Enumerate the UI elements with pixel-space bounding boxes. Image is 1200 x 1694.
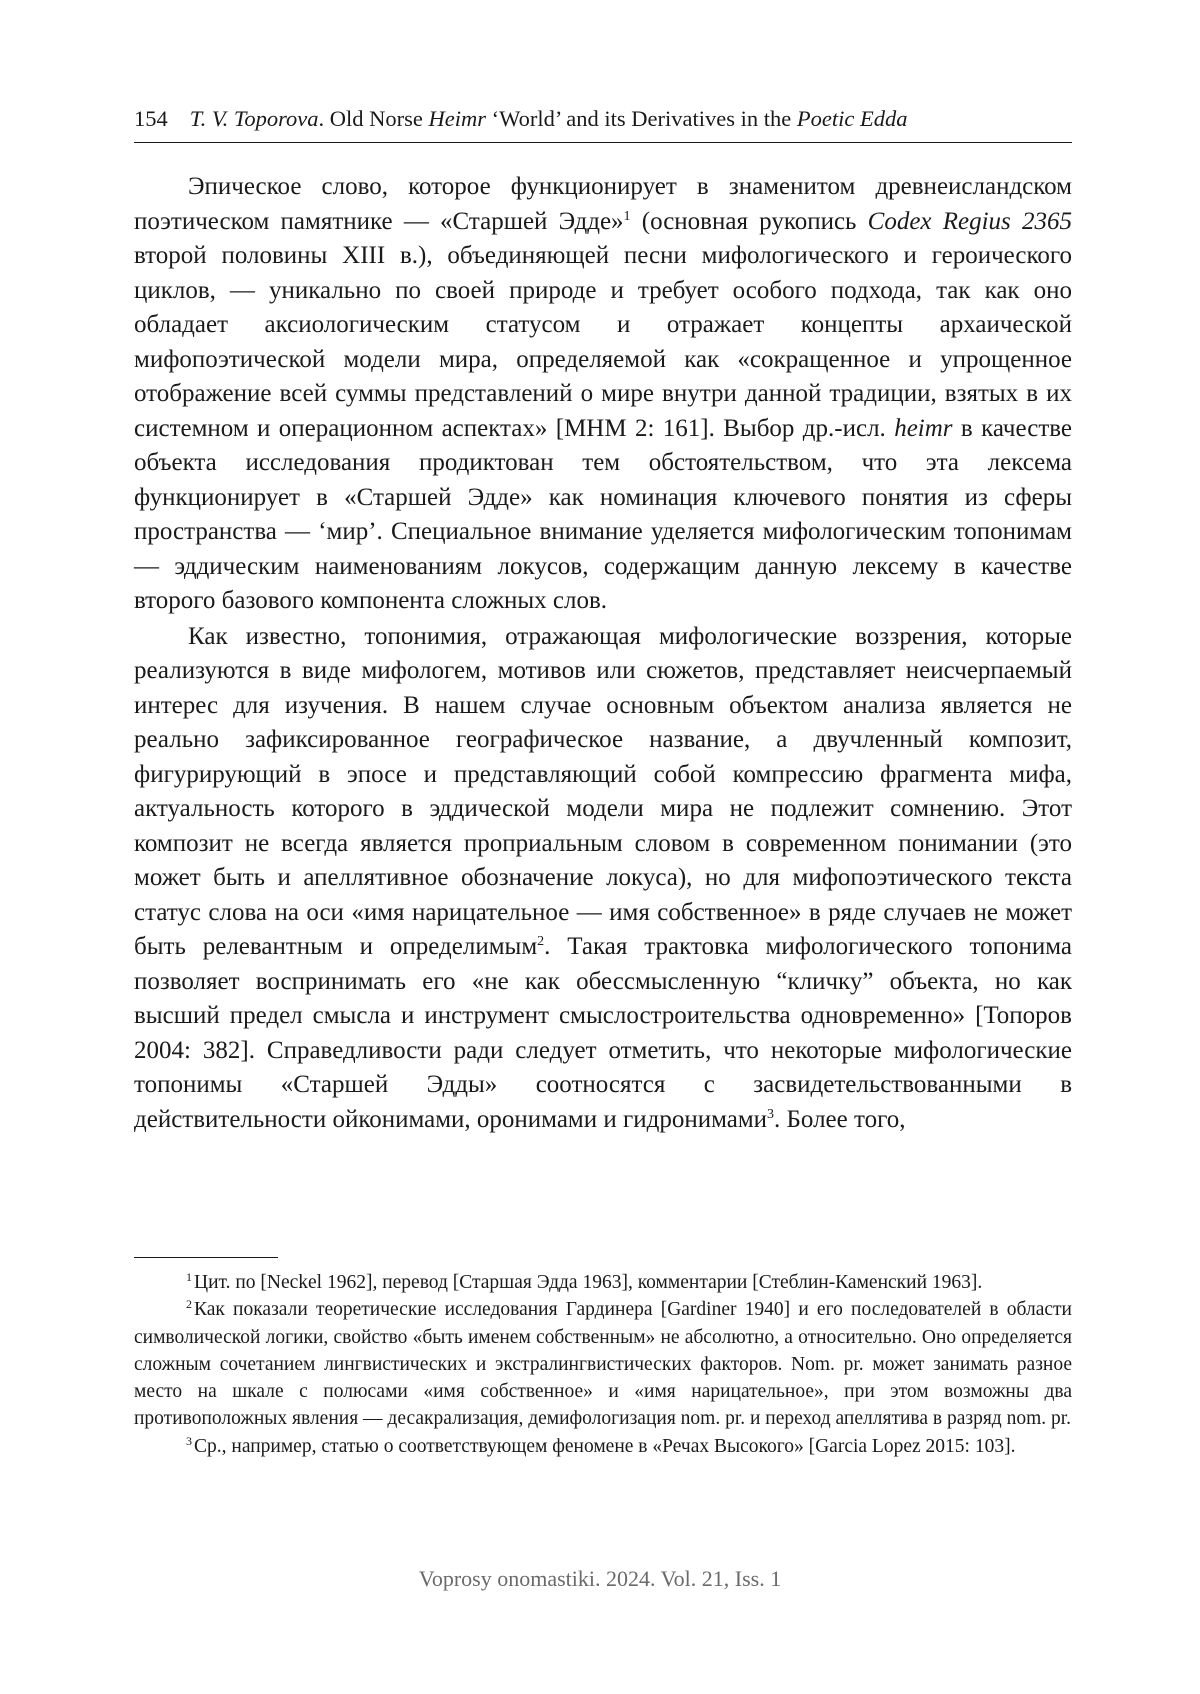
footnote-2	[134, 1296, 1072, 1432]
footnote-text: Как показали теоретические исследования Гардинера [Gardiner 1940] и его последователей в области символической логики, свойство «быть именем собственным» не абсолютно, а отно­сительно. Оно определяется сложным сочетанием лингвистических и экстралингвистических факторов. Nom. pr. может занимать разное место на шкале с полюсами «имя собственное» и «имя нарицательное», при этом возможны два противоположных явления — десакрализация, демифо­логизация nom. pr. и переход апеллятива в разряд nom. pr.	[134, 1299, 1072, 1429]
p2-text-1: Как известно, топонимия, отражающая мифологические воззрения, которые реализуются в виде мифологем, мотивов или сюжетов, представляет неисчерпаемый интерес для изучения. В нашем случае основным объектом анализа является не реально зафиксированное географическое название, а двучленный композит, фигурирующий в эпосе и представляющий собой компрессию фрагмента мифа, актуальность которого в эддической модели мира не подлежит сомнению. Этот композит не всегда является проприаль­ным словом в современном понимании (это может быть и апеллятивное обо­значение локуса), но для мифопоэтического текста статус слова на оси «имя нарицательное — имя собственное» в ряде случаев не может быть релевант­ным и определимым	[134, 623, 1072, 961]
paragraph-1	[134, 170, 1072, 619]
running-header	[134, 104, 1072, 134]
header-title-word: Heimr	[429, 106, 487, 131]
footnote-mark: 3	[186, 1434, 192, 1448]
footnote-text: Ср., например, статью о соответствующем феномене в «Речах Высокого» [Garcia Lopez 2015: 103].	[194, 1436, 1015, 1457]
header-rule	[134, 142, 1072, 143]
p2-text-3: . Более того,	[774, 1106, 905, 1133]
header-title-part2: ‘World’ and its Derivatives in the	[486, 106, 797, 131]
p1-text-3: второй половины XIII в.), объединяющей песни мифологического и героического циклов, — уникально по своей природе и требует особого под­хода, так как оно обладает аксиологическим статусом и отражает концепты архаической мифопоэтической модели мира, определяемой как «сокращен­ное и упрощенное отображение всей суммы представлений о мире внутри данной традиции, взятых в их системном и операционном аспектах» [МНМ 2: 161]. Выбор др.-исл.	[134, 242, 1072, 442]
body-text	[134, 170, 1072, 1137]
footnote-mark: 2	[186, 1297, 192, 1311]
header-title-work: Poetic Edda	[797, 106, 908, 131]
p1-text-4: в качестве объекта исследования продиктован тем обстоятельством, что эта лексема функционирует в «Старшей Эдде» как номинация ключевого понятия из сферы пространства — ‘мир’. Специальное внимание уделяется мифологическим топонимам — эддическим наимено­ваниям локусов, содержащим данную лексему в качестве второго базового компонента сложных слов.	[134, 415, 1072, 615]
footnote-ref-3: 3	[767, 1107, 774, 1122]
page-number: 154	[134, 106, 168, 131]
p1-text-2: (основная рукопись	[631, 208, 868, 235]
footnote-mark: 1	[186, 1270, 192, 1284]
footnote-3	[134, 1433, 1072, 1460]
paragraph-2	[134, 620, 1072, 1138]
journal-footer: Voprosy onomastiki. 2024. Vol. 21, Iss. 1	[0, 1564, 1200, 1594]
header-title-part1: Old Norse	[324, 106, 428, 131]
author-name: T. V. Toporova	[190, 106, 319, 131]
p2-text-2: . Такая трактовка мифологического топонима позволяет воспринимать его «не как обессмысленную “кличку” объекта, но как высший предел смысла и инструмент смыслостроительства одновременно» [Топоров 2004: 382]. Справедливости ради следует отметить, что некоторые мифологи­ческие топонимы «Старшей Эдды» соотносятся с засвидетельствованными в действительности ойконимами, оронимами и гидронимами	[134, 933, 1072, 1133]
codex-title: Codex Regius 2365	[868, 208, 1072, 235]
p1-text-1: Эпическое слово, которое функционирует в знаменитом древнеисландском поэтическом памятнике — «Старшей Эдде»	[134, 173, 1072, 235]
footnotes	[134, 1269, 1072, 1460]
footnote-ref-2: 2	[537, 934, 544, 949]
header-period: .	[319, 106, 325, 131]
footnote-1	[134, 1269, 1072, 1296]
footnote-ref-1: 1	[624, 209, 631, 224]
term-heimr: heimr	[894, 415, 952, 442]
footnote-text: Цит. по [Neckel 1962], перевод [Старшая Эдда 1963], комментарии [Стеблин-Каменский 1963].	[194, 1272, 982, 1293]
footnote-separator	[134, 1257, 278, 1258]
